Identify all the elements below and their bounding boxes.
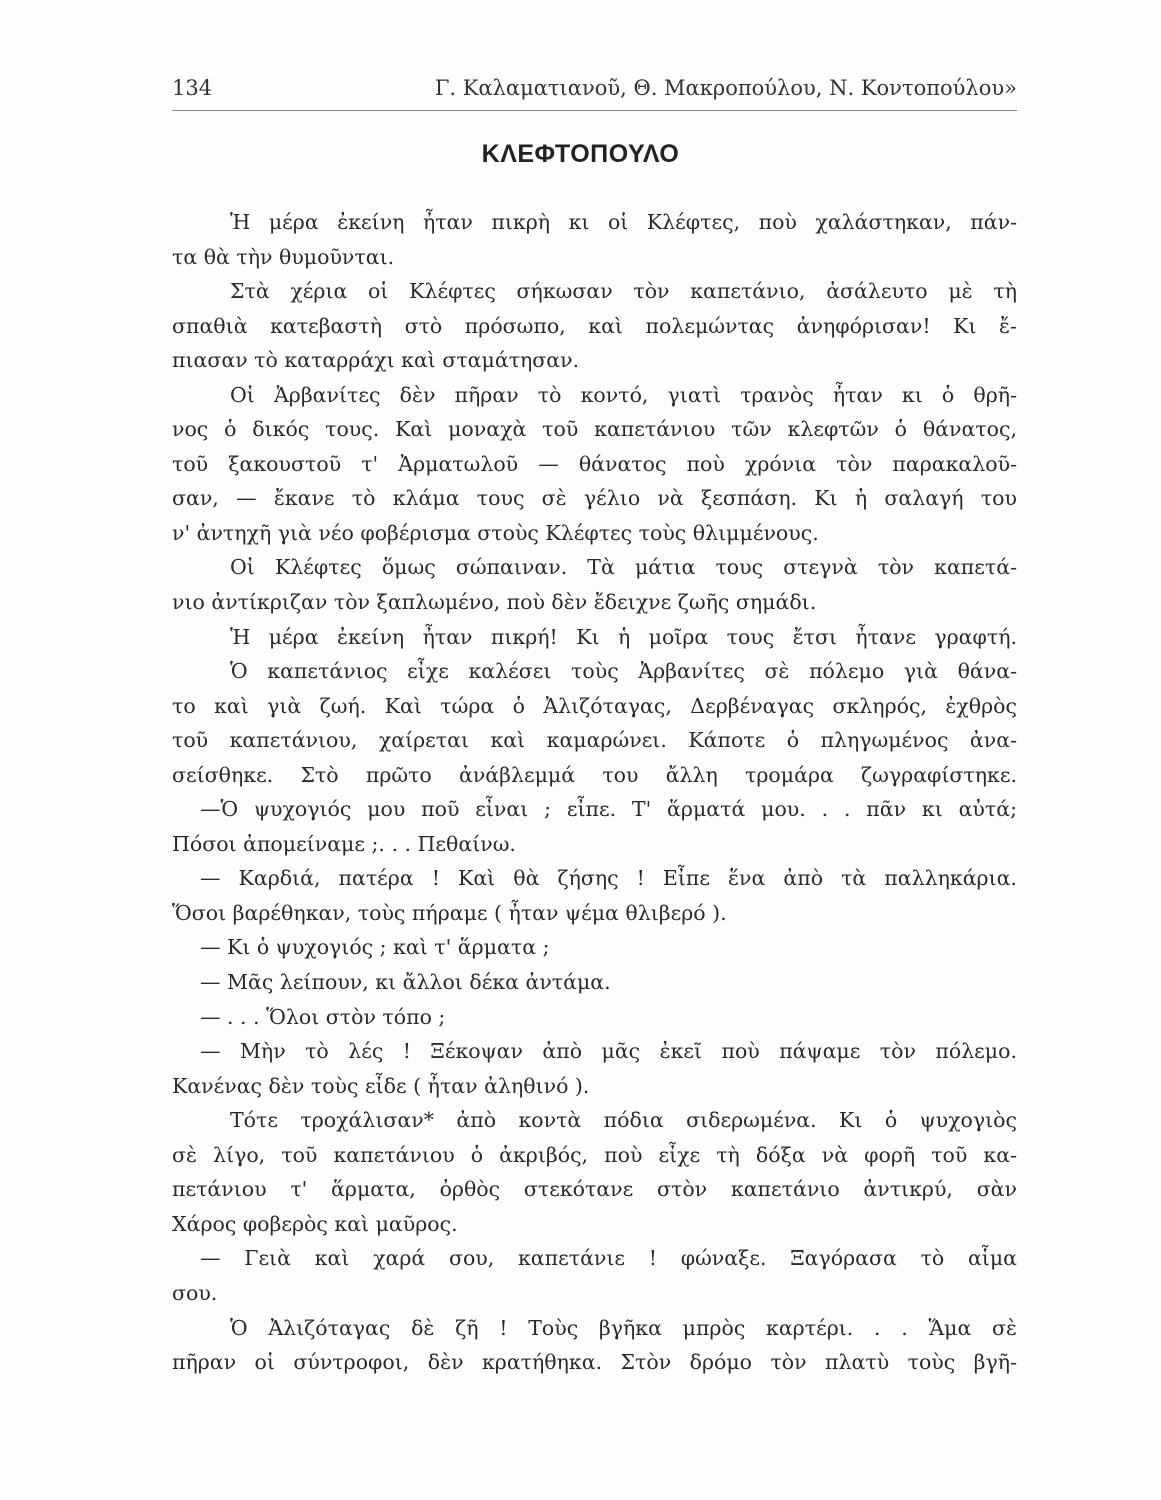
header-rule [172,110,1017,111]
text-line: Στὰ χέρια οἱ Κλέφτες σήκωσαν τὸν καπετάνιο, ἀσάλευτο μὲ τὴ [230,279,1017,304]
text-line: το καὶ γιὰ ζωή. Καὶ τώρα ὁ Ἀλιζόταγας, Δερβέναγας σκληρός, ἐχθρὸς [172,693,1017,718]
text-line: τοῦ ξακουστοῦ τ' Ἀρματωλοῦ — θάνατος ποὺ χρόνια τὸν παρακαλοῦ- [172,451,1017,476]
text-line: Χάρος φοβερὸς καὶ μαῦρος. [172,1211,458,1236]
text-line: σαν, — ἔκανε τὸ κλάμα τους σὲ γέλιο νὰ ξεσπάση. Κι ἡ σαλαγή του [172,486,1017,511]
page-title: ΚΛΕΦΤΟΠΟΥΛΟ [481,140,680,168]
text-line: τοῦ καπετάνιου, χαίρεται καὶ καμαρώνει. Κάποτε ὁ πληγωμένος ἀνα- [172,728,1017,753]
page-number: 134 [172,76,213,100]
text-line: νιο ἀντίκριζαν τὸν ξαπλωμένο, ποὺ δὲν ἔδειχνε ζωῆς σημάδι. [172,590,817,615]
text-line: Κανένας δὲν τοὺς εἶδε ( ἦταν ἀληθινό ). [172,1073,590,1098]
text-line: Ἡ μέρα ἐκείνη ἦταν πικρὴ κι οἱ Κλέφτες, ποὺ χαλάστηκαν, πάν- [230,210,1017,234]
text-line: σπαθιὰ κατεβαστὴ στὸ πρόσωπο, καὶ πολεμώντας ἀνηφόρισαν! Κι ἔ- [172,313,1017,338]
body-text [172,205,1017,1380]
page-header [172,72,1017,106]
text-line: τα θὰ τὴν θυμοῦνται. [172,244,395,269]
running-head: Γ. Καλαματιανοῦ, Θ. Μακροπούλου, Ν. Κοντοπούλου» [434,76,1017,100]
text-line: πιασαν τὸ καταρράχι καὶ σταμάτησαν. [172,348,580,373]
text-line: πῆραν οἱ σύντροφοι, δὲν κρατήθηκα. Στὸν δρόμο τὸν πλατὺ τοὺς βγῆ- [172,1350,1017,1375]
text-line: — Γειὰ καὶ χαρά σου, καπετάνιε ! φώναξε. Ξαγόρασα τὸ αἷμα [200,1246,1017,1271]
text-line: Ὅσοι βαρέθηκαν, τοὺς πήραμε ( ἦταν ψέμα θλιβερό ). [172,900,727,925]
text-line: —Ὁ ψυχογιός μου ποῦ εἶναι ; εἶπε. Τ' ἅρματά μου. . . πᾶν κι αὐτά; [200,797,1017,822]
text-line: σὲ λίγο, τοῦ καπετάνιου ὁ ἀκριβός, ποὺ εἶχε τὴ δόξα νὰ φορῆ τοῦ κα- [172,1142,1017,1167]
text-line: Τότε τροχάλισαν* ἀπὸ κοντὰ πόδια σιδερωμένα. Κι ὁ ψυχογιὸς [230,1108,1017,1133]
text-line: νος ὁ δικός τους. Καὶ μοναχὰ τοῦ καπετάνιου τῶν κλεφτῶν ὁ θάνατος, [172,417,1017,442]
text-line: Ἡ μέρα ἐκείνη ἦταν πικρή! Κι ἡ μοῖρα τους ἔτσι ἦτανε γραφτή. [230,624,1017,649]
text-line: — Μᾶς λείπουν, κι ἄλλοι δέκα ἀντάμα. [200,970,611,995]
text-line: Πόσοι ἀπομείναμε ;. . . Πεθαίνω. [172,831,516,856]
text-line: Οἱ Ἀρβανίτες δὲν πῆραν τὸ κοντό, γιατὶ τρανὸς ἦταν κι ὁ θρῆ- [230,382,1017,407]
text-line: — Κι ὁ ψυχογιός ; καὶ τ' ἅρματα ; [200,935,550,960]
text-line: ν' ἀντηχῆ γιὰ νέο φοβέρισμα στοὺς Κλέφτες τοὺς θλιμμένους. [172,520,819,545]
text-line: σου. [172,1280,218,1305]
text-line: — Μὴν τὸ λές ! Ξέκοψαν ἀπὸ μᾶς ἐκεῖ ποὺ πάψαμε τὸν πόλεμο. [200,1039,1017,1064]
text-line: Ὁ καπετάνιος εἶχε καλέσει τοὺς Ἀρβανίτες σὲ πόλεμο γιὰ θάνα- [230,659,1017,684]
text-line: πετάνιου τ' ἅρματα, ὀρθὸς στεκότανε στὸν καπετάνιο ἀντικρύ, σὰν [172,1177,1017,1202]
text-line: — Καρδιά, πατέρα ! Καὶ θὰ ζήσης ! Εἶπε ἕνα ἀπὸ τὰ παλληκάρια. [200,866,1017,891]
text-line: σείσθηκε. Στὸ πρῶτο ἀνάβλεμμά του ἄλλη τρομάρα ζωγραφίστηκε. [172,762,1017,787]
text-line: — . . . Ὅλοι στὸν τόπο ; [200,1004,446,1029]
text-line: Ὁ Ἀλιζόταγας δὲ ζῆ ! Τοὺς βγῆκα μπρὸς καρτέρι. . . Ἅμα σὲ [230,1315,1017,1340]
text-line: Οἱ Κλέφτες ὅμως σώπαιναν. Τὰ μάτια τους στεγνὰ τὸν καπετά- [230,555,1017,580]
